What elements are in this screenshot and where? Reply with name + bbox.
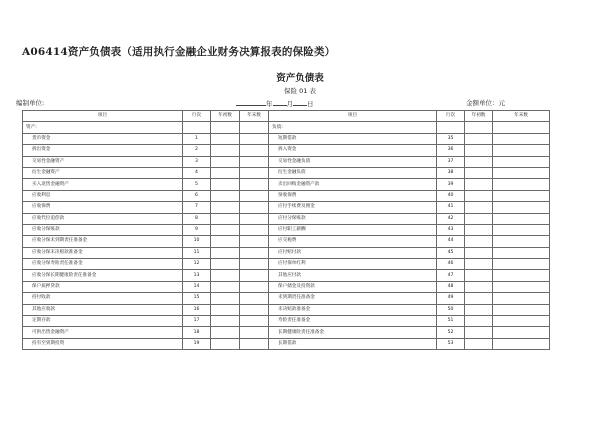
asset-closing-cell[interactable] xyxy=(240,338,269,349)
asset-opening-cell[interactable] xyxy=(211,133,240,144)
table-row xyxy=(23,281,550,292)
asset-item-cell: 可供出售金融资产 xyxy=(23,327,183,338)
asset-line-no-cell: 2 xyxy=(183,145,211,156)
asset-closing-cell[interactable] xyxy=(240,247,269,258)
liability-item-cell: 应付手续费及佣金 xyxy=(269,202,437,213)
table-row xyxy=(23,327,550,338)
document-title: A06414资产负债表（适用执行金融企业财务决算报表的保险类） xyxy=(22,46,336,58)
asset-opening-cell[interactable] xyxy=(211,338,240,349)
asset-closing-cell[interactable] xyxy=(240,213,269,224)
liability-item-cell: 卖出回购金融资产款 xyxy=(269,179,437,190)
balance-sheet-table xyxy=(22,110,550,350)
liability-opening-cell[interactable] xyxy=(465,145,493,156)
liability-line-no-cell: 40 xyxy=(437,190,465,201)
table-row xyxy=(23,316,550,327)
asset-item-cell: 应收分保寿险责任准备金 xyxy=(23,259,183,270)
liability-opening-cell[interactable] xyxy=(465,122,493,133)
table-row xyxy=(23,133,550,144)
liability-opening-cell[interactable] xyxy=(465,133,493,144)
liability-line-no-cell: 49 xyxy=(437,293,465,304)
liability-line-no-cell: 42 xyxy=(437,213,465,224)
asset-line-no-cell: 5 xyxy=(183,179,211,190)
liability-line-no-cell xyxy=(437,122,465,133)
asset-line-no-cell: 18 xyxy=(183,327,211,338)
liability-closing-cell[interactable] xyxy=(493,213,550,224)
liability-closing-cell[interactable] xyxy=(493,293,550,304)
liability-closing-cell[interactable] xyxy=(493,236,550,247)
header-item-left: 项目 xyxy=(23,111,183,122)
liability-closing-cell[interactable] xyxy=(493,224,550,235)
asset-item-cell: 衍生金融资产 xyxy=(23,167,183,178)
liability-item-cell: 应付职工薪酬 xyxy=(269,224,437,235)
asset-item-cell: 交易性金融资产 xyxy=(23,156,183,167)
liability-line-no-cell: 41 xyxy=(437,202,465,213)
asset-item-cell: 应收分保未决赔款准备金 xyxy=(23,247,183,258)
asset-closing-cell[interactable] xyxy=(240,281,269,292)
asset-closing-cell[interactable] xyxy=(240,316,269,327)
asset-opening-cell[interactable] xyxy=(211,224,240,235)
asset-line-no-cell: 14 xyxy=(183,281,211,292)
table-row xyxy=(23,167,550,178)
table-row xyxy=(23,270,550,281)
table-row xyxy=(23,190,550,201)
liability-opening-cell[interactable] xyxy=(465,259,493,270)
asset-opening-cell[interactable] xyxy=(211,190,240,201)
asset-line-no-cell: 6 xyxy=(183,190,211,201)
table-row xyxy=(23,156,550,167)
asset-item-cell: 应收利息 xyxy=(23,190,183,201)
liability-opening-cell[interactable] xyxy=(465,167,493,178)
table-row xyxy=(23,179,550,190)
liability-closing-cell[interactable] xyxy=(493,247,550,258)
asset-line-no-cell: 3 xyxy=(183,156,211,167)
liability-line-no-cell: 44 xyxy=(437,236,465,247)
asset-closing-cell[interactable] xyxy=(240,190,269,201)
asset-opening-cell[interactable] xyxy=(211,156,240,167)
liability-item-cell: 交易性金融负债 xyxy=(269,156,437,167)
liability-closing-cell[interactable] xyxy=(493,316,550,327)
asset-item-cell: 应收分保长期健康险责任准备金 xyxy=(23,270,183,281)
liability-closing-cell[interactable] xyxy=(493,270,550,281)
liability-opening-cell[interactable] xyxy=(465,224,493,235)
asset-opening-cell[interactable] xyxy=(211,293,240,304)
asset-opening-cell[interactable] xyxy=(211,281,240,292)
liability-closing-cell[interactable] xyxy=(493,167,550,178)
liability-item-cell: 负债: xyxy=(269,122,437,133)
liability-closing-cell[interactable] xyxy=(493,202,550,213)
liability-item-cell: 预收保费 xyxy=(269,190,437,201)
liability-item-cell: 拆入资金 xyxy=(269,145,437,156)
asset-closing-cell[interactable] xyxy=(240,179,269,190)
table-subtitle: 保险 01 表 xyxy=(284,87,316,95)
reporting-unit-label: 编制单位: xyxy=(16,99,45,107)
asset-line-no-cell: 17 xyxy=(183,316,211,327)
date-day: 日 xyxy=(307,100,314,108)
asset-line-no-cell: 19 xyxy=(183,338,211,349)
liability-opening-cell[interactable] xyxy=(465,270,493,281)
liability-item-cell: 应交税费 xyxy=(269,236,437,247)
asset-item-cell: 定期存款 xyxy=(23,316,183,327)
asset-opening-cell[interactable] xyxy=(211,167,240,178)
liability-opening-cell[interactable] xyxy=(465,327,493,338)
asset-line-no-cell: 15 xyxy=(183,293,211,304)
asset-item-cell: 资产: xyxy=(23,122,183,133)
asset-opening-cell[interactable] xyxy=(211,122,240,133)
liability-item-cell: 应付赔付款 xyxy=(269,247,437,258)
liability-opening-cell[interactable] xyxy=(465,213,493,224)
asset-line-no-cell: 8 xyxy=(183,213,211,224)
liability-item-cell: 应付保单红利 xyxy=(269,259,437,270)
asset-line-no-cell: 1 xyxy=(183,133,211,144)
liability-closing-cell[interactable] xyxy=(493,281,550,292)
liability-item-cell: 未到期责任准备金 xyxy=(269,293,437,304)
liability-closing-cell[interactable] xyxy=(493,304,550,315)
header-line-no-left: 行次 xyxy=(183,111,211,122)
liability-opening-cell[interactable] xyxy=(465,247,493,258)
asset-line-no-cell: 13 xyxy=(183,270,211,281)
liability-closing-cell[interactable] xyxy=(493,156,550,167)
asset-item-cell: 保户质押贷款 xyxy=(23,281,183,292)
date-month: 月 xyxy=(286,100,293,108)
header-closing-left: 年末数 xyxy=(240,111,269,122)
liability-closing-cell[interactable] xyxy=(493,338,550,349)
asset-line-no-cell: 9 xyxy=(183,224,211,235)
table-row xyxy=(23,122,550,133)
liability-line-no-cell: 36 xyxy=(437,145,465,156)
asset-opening-cell[interactable] xyxy=(211,327,240,338)
table-row xyxy=(23,247,550,258)
table-row xyxy=(23,213,550,224)
table-header-row xyxy=(23,111,550,122)
asset-opening-cell[interactable] xyxy=(211,316,240,327)
liability-closing-cell[interactable] xyxy=(493,190,550,201)
header-line-no-right: 行次 xyxy=(437,111,465,122)
table-row xyxy=(23,293,550,304)
table-row xyxy=(23,145,550,156)
liability-line-no-cell: 38 xyxy=(437,167,465,178)
asset-opening-cell[interactable] xyxy=(211,236,240,247)
asset-item-cell: 应收分保账款 xyxy=(23,224,183,235)
liability-opening-cell[interactable] xyxy=(465,316,493,327)
table-row xyxy=(23,259,550,270)
report-date xyxy=(236,98,314,108)
liability-opening-cell[interactable] xyxy=(465,202,493,213)
liability-line-no-cell: 53 xyxy=(437,338,465,349)
asset-closing-cell[interactable] xyxy=(240,259,269,270)
liability-item-cell: 寿险责任准备金 xyxy=(269,316,437,327)
header-closing-right: 年末数 xyxy=(493,111,550,122)
asset-item-cell: 拆出资金 xyxy=(23,145,183,156)
asset-opening-cell[interactable] xyxy=(211,202,240,213)
asset-closing-cell[interactable] xyxy=(240,304,269,315)
liability-line-no-cell: 48 xyxy=(437,281,465,292)
asset-closing-cell[interactable] xyxy=(240,202,269,213)
asset-opening-cell[interactable] xyxy=(211,247,240,258)
table-body xyxy=(23,122,550,350)
asset-item-cell: 应收代位追偿款 xyxy=(23,213,183,224)
asset-opening-cell[interactable] xyxy=(211,304,240,315)
liability-line-no-cell: 52 xyxy=(437,327,465,338)
liability-item-cell: 未决赔款准备金 xyxy=(269,304,437,315)
liability-line-no-cell: 45 xyxy=(437,247,465,258)
asset-line-no-cell: 16 xyxy=(183,304,211,315)
asset-line-no-cell: 11 xyxy=(183,247,211,258)
asset-item-cell: 应收保费 xyxy=(23,202,183,213)
liability-closing-cell[interactable] xyxy=(493,259,550,270)
liability-item-cell: 衍生金融负债 xyxy=(269,167,437,178)
reporting-unit xyxy=(16,98,44,107)
liability-opening-cell[interactable] xyxy=(465,236,493,247)
liability-opening-cell[interactable] xyxy=(465,338,493,349)
asset-opening-cell[interactable] xyxy=(211,213,240,224)
asset-item-cell: 买入返售金融资产 xyxy=(23,179,183,190)
asset-opening-cell[interactable] xyxy=(211,179,240,190)
liability-opening-cell[interactable] xyxy=(465,179,493,190)
asset-closing-cell[interactable] xyxy=(240,327,269,338)
asset-item-cell: 应收分保未到期责任准备金 xyxy=(23,236,183,247)
liability-opening-cell[interactable] xyxy=(465,190,493,201)
amount-unit: 金额单位：元 xyxy=(466,99,505,107)
asset-line-no-cell: 4 xyxy=(183,167,211,178)
table-row xyxy=(23,338,550,349)
table-title: 资产负债表 xyxy=(276,73,324,84)
asset-opening-cell[interactable] xyxy=(211,259,240,270)
header-opening-right: 年初数 xyxy=(465,111,493,122)
asset-line-no-cell: 10 xyxy=(183,236,211,247)
liability-opening-cell[interactable] xyxy=(465,293,493,304)
liability-item-cell: 长期健康险责任准备金 xyxy=(269,327,437,338)
asset-closing-cell[interactable] xyxy=(240,224,269,235)
asset-opening-cell[interactable] xyxy=(211,145,240,156)
liability-line-no-cell: 43 xyxy=(437,224,465,235)
liability-closing-cell[interactable] xyxy=(493,179,550,190)
asset-item-cell: 持有至到期投资 xyxy=(23,338,183,349)
liability-line-no-cell: 39 xyxy=(437,179,465,190)
asset-line-no-cell: 7 xyxy=(183,202,211,213)
liability-line-no-cell: 47 xyxy=(437,270,465,281)
liability-item-cell: 其他应付款 xyxy=(269,270,437,281)
asset-item-cell: 其他应收款 xyxy=(23,304,183,315)
liability-opening-cell[interactable] xyxy=(465,281,493,292)
asset-line-no-cell: 12 xyxy=(183,259,211,270)
liability-line-no-cell: 37 xyxy=(437,156,465,167)
asset-closing-cell[interactable] xyxy=(240,293,269,304)
asset-line-no-cell xyxy=(183,122,211,133)
liability-line-no-cell: 51 xyxy=(437,316,465,327)
asset-closing-cell[interactable] xyxy=(240,133,269,144)
table-row xyxy=(23,224,550,235)
liability-closing-cell[interactable] xyxy=(493,122,550,133)
liability-item-cell: 长期借款 xyxy=(269,338,437,349)
liability-line-no-cell: 35 xyxy=(437,133,465,144)
header-item-right: 项目 xyxy=(269,111,437,122)
liability-opening-cell[interactable] xyxy=(465,304,493,315)
asset-closing-cell[interactable] xyxy=(240,236,269,247)
asset-closing-cell[interactable] xyxy=(240,167,269,178)
liability-line-no-cell: 50 xyxy=(437,304,465,315)
liability-closing-cell[interactable] xyxy=(493,145,550,156)
asset-opening-cell[interactable] xyxy=(211,270,240,281)
liability-item-cell: 保户储金及投资款 xyxy=(269,281,437,292)
liability-closing-cell[interactable] xyxy=(493,327,550,338)
liability-item-cell: 短期借款 xyxy=(269,133,437,144)
liability-item-cell: 应付分保账款 xyxy=(269,213,437,224)
liability-line-no-cell: 46 xyxy=(437,259,465,270)
date-year: 年 xyxy=(266,100,273,108)
asset-item-cell: 货币资金 xyxy=(23,133,183,144)
liability-opening-cell[interactable] xyxy=(465,156,493,167)
header-opening-left: 年初数 xyxy=(211,111,240,122)
asset-closing-cell[interactable] xyxy=(240,270,269,281)
asset-closing-cell[interactable] xyxy=(240,122,269,133)
table-row xyxy=(23,236,550,247)
table-row xyxy=(23,304,550,315)
asset-item-cell: 持付收款 xyxy=(23,293,183,304)
asset-closing-cell[interactable] xyxy=(240,145,269,156)
liability-closing-cell[interactable] xyxy=(493,133,550,144)
table-row xyxy=(23,202,550,213)
asset-closing-cell[interactable] xyxy=(240,156,269,167)
